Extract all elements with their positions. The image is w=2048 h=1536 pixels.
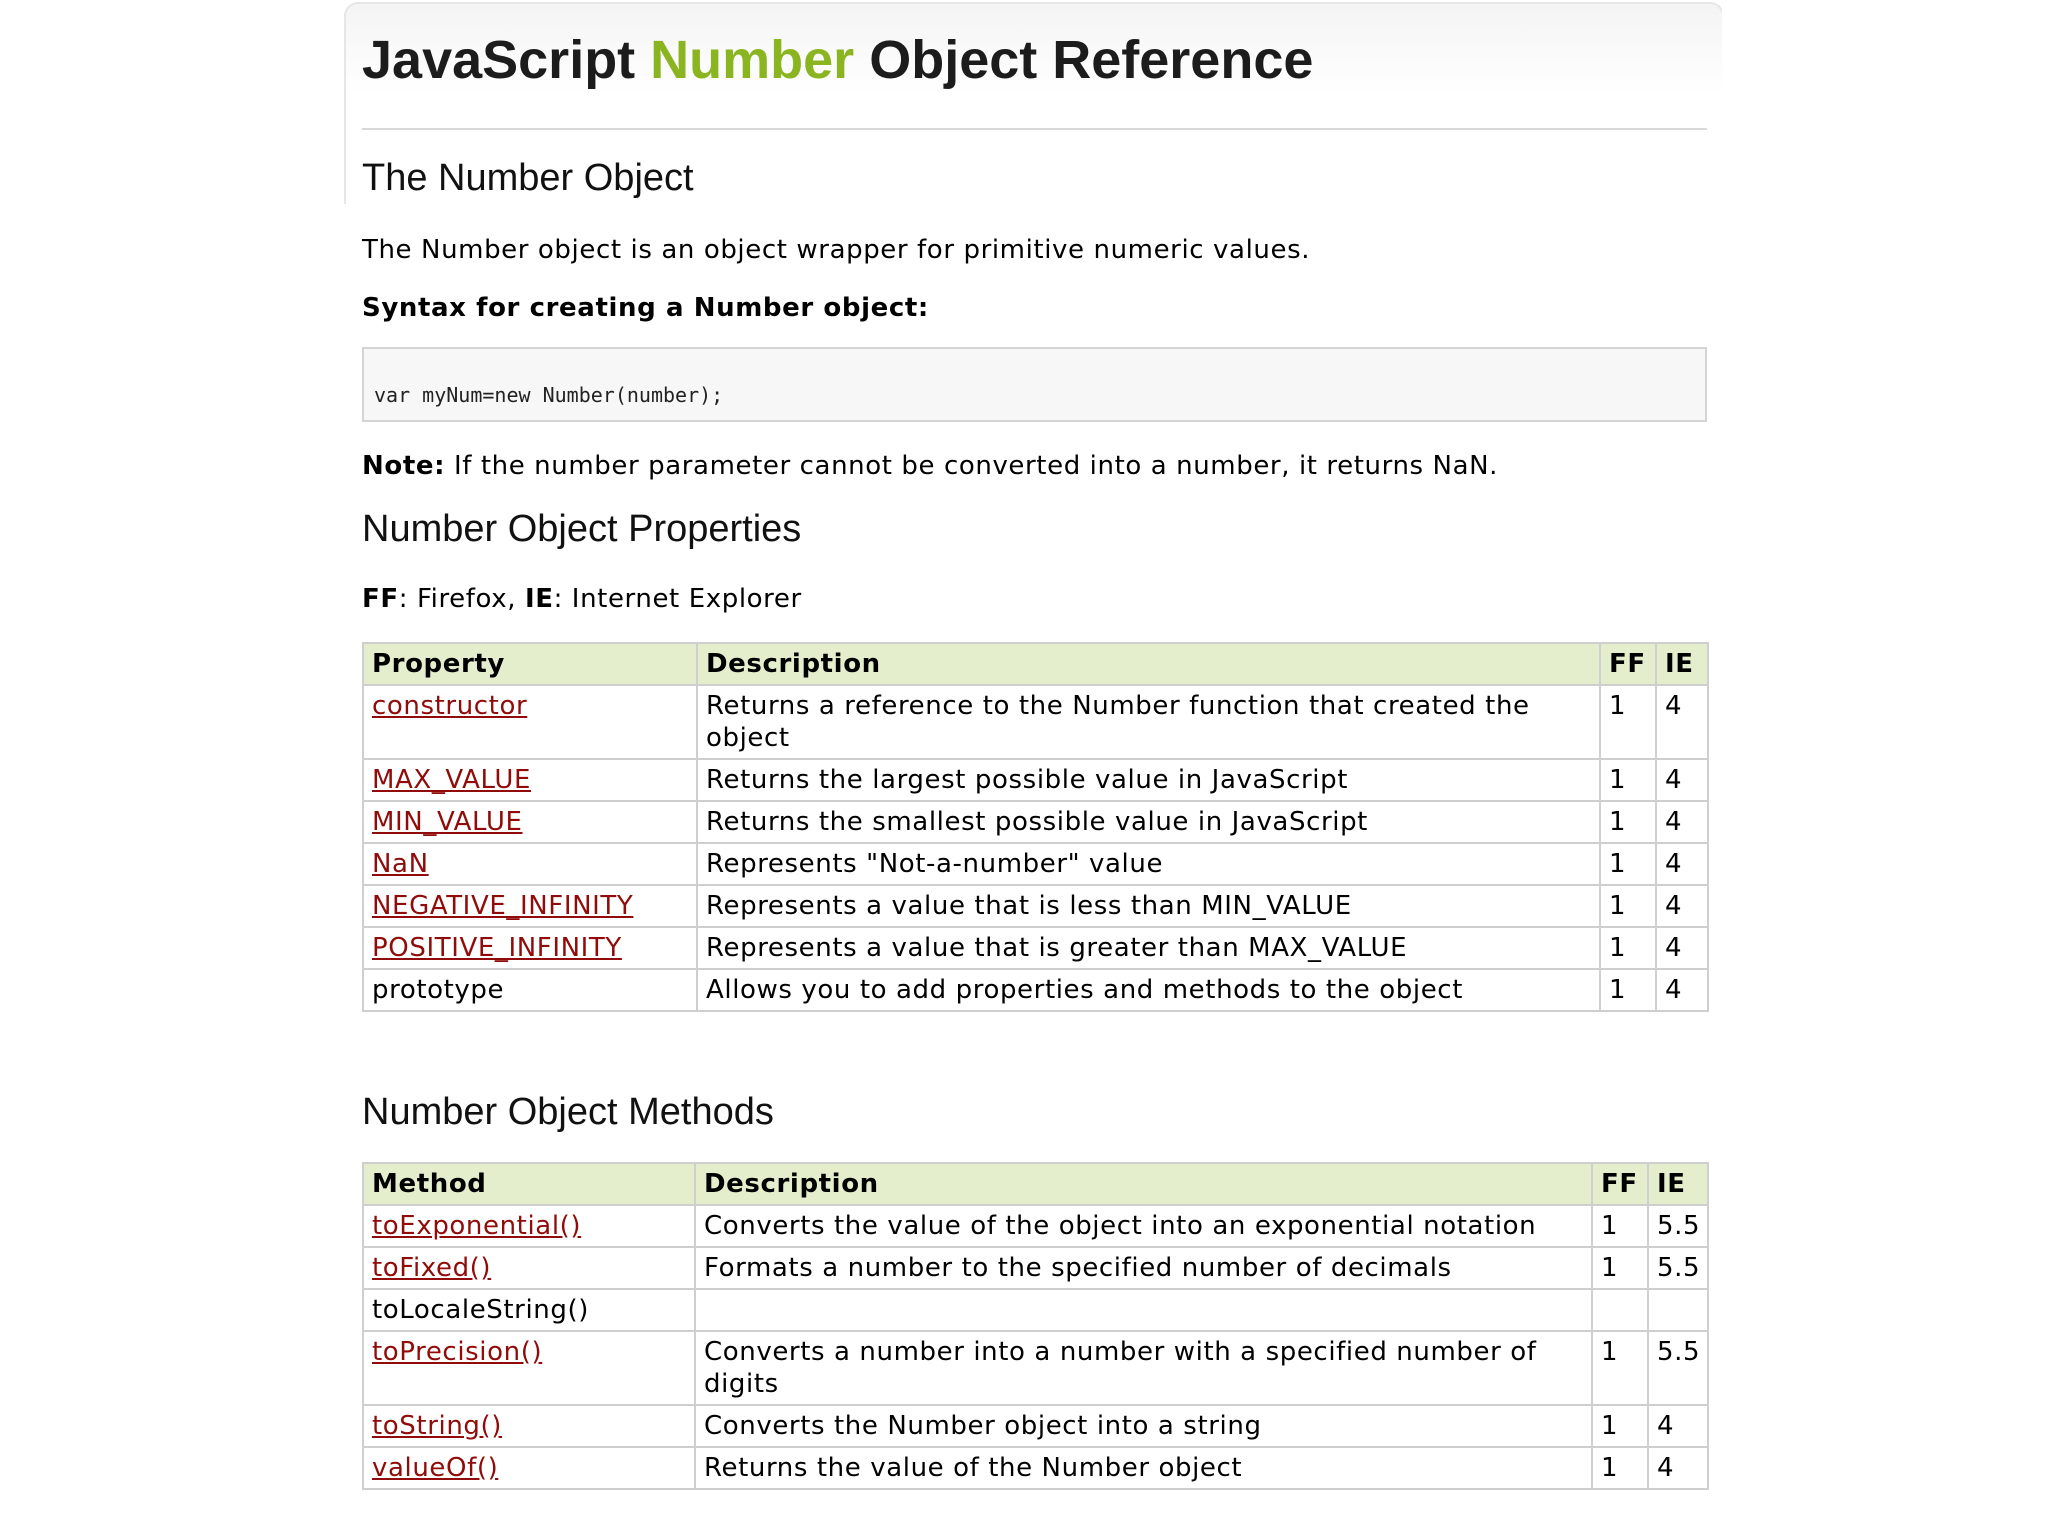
table-row: [363, 1205, 1708, 1247]
property-description: Represents "Not-a-number" value: [697, 843, 1600, 885]
methods-heading: Number Object Methods: [362, 1091, 774, 1133]
property-description: Returns the largest possible value in JavaScript: [697, 759, 1600, 801]
number-object-intro: The Number object is an object wrapper for primitive numeric values.: [362, 235, 1311, 265]
method-name-cell: [363, 1405, 695, 1447]
methods-body: [363, 1205, 1708, 1489]
property-ff: 1: [1600, 759, 1656, 801]
method-ff: 1: [1592, 1447, 1648, 1489]
property-ie: 4: [1656, 843, 1708, 885]
method-description: Converts the Number object into a string: [695, 1405, 1592, 1447]
table-row: [363, 969, 1708, 1011]
browser-legend: [362, 582, 802, 616]
method-description: [695, 1289, 1592, 1331]
property-name-cell: [363, 927, 697, 969]
column-header-ie: IE: [1648, 1163, 1708, 1205]
method-ff: 1: [1592, 1331, 1648, 1405]
note-text: If the number parameter cannot be converted into a number, it returns NaN.: [445, 451, 1499, 481]
property-name-cell: [363, 885, 697, 927]
method-link-to-precision[interactable]: toPrecision(): [372, 1337, 543, 1367]
column-header-method: Method: [363, 1163, 695, 1205]
page-title-accent: Number: [650, 30, 855, 90]
property-ie: 4: [1656, 801, 1708, 843]
method-link-to-exponential[interactable]: toExponential(): [372, 1211, 582, 1241]
method-ff: 1: [1592, 1205, 1648, 1247]
legend-ie: IE: [524, 584, 554, 614]
table-row: [363, 759, 1708, 801]
method-description: Returns the value of the Number object: [695, 1447, 1592, 1489]
property-ie: 4: [1656, 927, 1708, 969]
table-row: [363, 1247, 1708, 1289]
table-row: [363, 885, 1708, 927]
property-ff: 1: [1600, 885, 1656, 927]
table-row: [363, 843, 1708, 885]
column-header-description: Description: [695, 1163, 1592, 1205]
syntax-label: Syntax for creating a Number object:: [362, 293, 929, 323]
column-header-ff: FF: [1592, 1163, 1648, 1205]
column-header-property: Property: [363, 643, 697, 685]
property-link-constructor[interactable]: constructor: [372, 691, 528, 721]
column-header-description: Description: [697, 643, 1600, 685]
property-link-negative-infinity[interactable]: NEGATIVE_INFINITY: [372, 891, 634, 921]
properties-heading: Number Object Properties: [362, 508, 802, 550]
method-description: Formats a number to the specified number of decimals: [695, 1247, 1592, 1289]
method-description: Converts a number into a number with a specified number of digits: [695, 1331, 1592, 1405]
property-name-prototype: prototype: [363, 969, 697, 1011]
method-link-to-fixed[interactable]: toFixed(): [372, 1253, 492, 1283]
property-description: Represents a value that is greater than MAX_VALUE: [697, 927, 1600, 969]
method-name-to-locale-string: toLocaleString(): [363, 1289, 695, 1331]
method-link-value-of[interactable]: valueOf(): [372, 1453, 499, 1483]
page-title-part2: Object Reference: [854, 30, 1314, 90]
property-ie: 4: [1656, 685, 1708, 759]
table-row: [363, 685, 1708, 759]
method-ie: 4: [1648, 1447, 1708, 1489]
method-ff: 1: [1592, 1405, 1648, 1447]
property-link-min-value[interactable]: MIN_VALUE: [372, 807, 523, 837]
method-name-cell: [363, 1247, 695, 1289]
legend-ie-text: : Internet Explorer: [553, 584, 802, 614]
note-paragraph: [362, 449, 1498, 483]
property-name-cell: [363, 843, 697, 885]
note-label: Note:: [362, 451, 446, 481]
property-description: Returns a reference to the Number function that created the object: [697, 685, 1600, 759]
property-description: Allows you to add properties and methods to the object: [697, 969, 1600, 1011]
method-ie: 4: [1648, 1405, 1708, 1447]
method-ff: 1: [1592, 1247, 1648, 1289]
table-row: [363, 1289, 1708, 1331]
legend-ff-text: : Firefox,: [398, 584, 525, 614]
property-description: Represents a value that is less than MIN_VALUE: [697, 885, 1600, 927]
property-ie: 4: [1656, 885, 1708, 927]
properties-body: [363, 685, 1708, 1011]
table-row: [363, 801, 1708, 843]
property-ff: 1: [1600, 801, 1656, 843]
code-example: var myNum=new Number(number);: [374, 383, 724, 407]
property-ie: 4: [1656, 759, 1708, 801]
page-title-part1: JavaScript: [362, 30, 651, 90]
property-name-cell: [363, 759, 697, 801]
table-row: [363, 1447, 1708, 1489]
property-description: Returns the smallest possible value in JavaScript: [697, 801, 1600, 843]
column-header-ff: FF: [1600, 643, 1656, 685]
method-ie: 5.5: [1648, 1331, 1708, 1405]
number-object-heading: The Number Object: [362, 157, 694, 199]
property-name-cell: [363, 801, 697, 843]
method-ie: [1648, 1289, 1708, 1331]
property-link-max-value[interactable]: MAX_VALUE: [372, 765, 531, 795]
property-ff: 1: [1600, 685, 1656, 759]
method-name-cell: [363, 1331, 695, 1405]
property-ff: 1: [1600, 843, 1656, 885]
methods-table: [362, 1162, 1709, 1490]
method-ff: [1592, 1289, 1648, 1331]
page-title: [362, 28, 1313, 92]
properties-header-row: [363, 643, 1708, 685]
legend-ff: FF: [362, 584, 399, 614]
methods-header-row: [363, 1163, 1708, 1205]
method-link-to-string[interactable]: toString(): [372, 1411, 502, 1441]
page: [344, 2, 1722, 1536]
method-ie: 5.5: [1648, 1205, 1708, 1247]
property-ff: 1: [1600, 969, 1656, 1011]
table-row: [363, 1405, 1708, 1447]
property-ie: 4: [1656, 969, 1708, 1011]
method-ie: 5.5: [1648, 1247, 1708, 1289]
method-name-cell: [363, 1447, 695, 1489]
property-ff: 1: [1600, 927, 1656, 969]
method-name-cell: [363, 1205, 695, 1247]
property-link-positive-infinity[interactable]: POSITIVE_INFINITY: [372, 933, 622, 963]
table-row: [363, 927, 1708, 969]
method-description: Converts the value of the object into an exponential notation: [695, 1205, 1592, 1247]
title-divider: [362, 128, 1707, 130]
property-link-nan[interactable]: NaN: [372, 849, 429, 879]
column-header-ie: IE: [1656, 643, 1708, 685]
properties-table: [362, 642, 1709, 1012]
code-example-box: [362, 347, 1707, 422]
property-name-cell: [363, 685, 697, 759]
table-row: [363, 1331, 1708, 1405]
